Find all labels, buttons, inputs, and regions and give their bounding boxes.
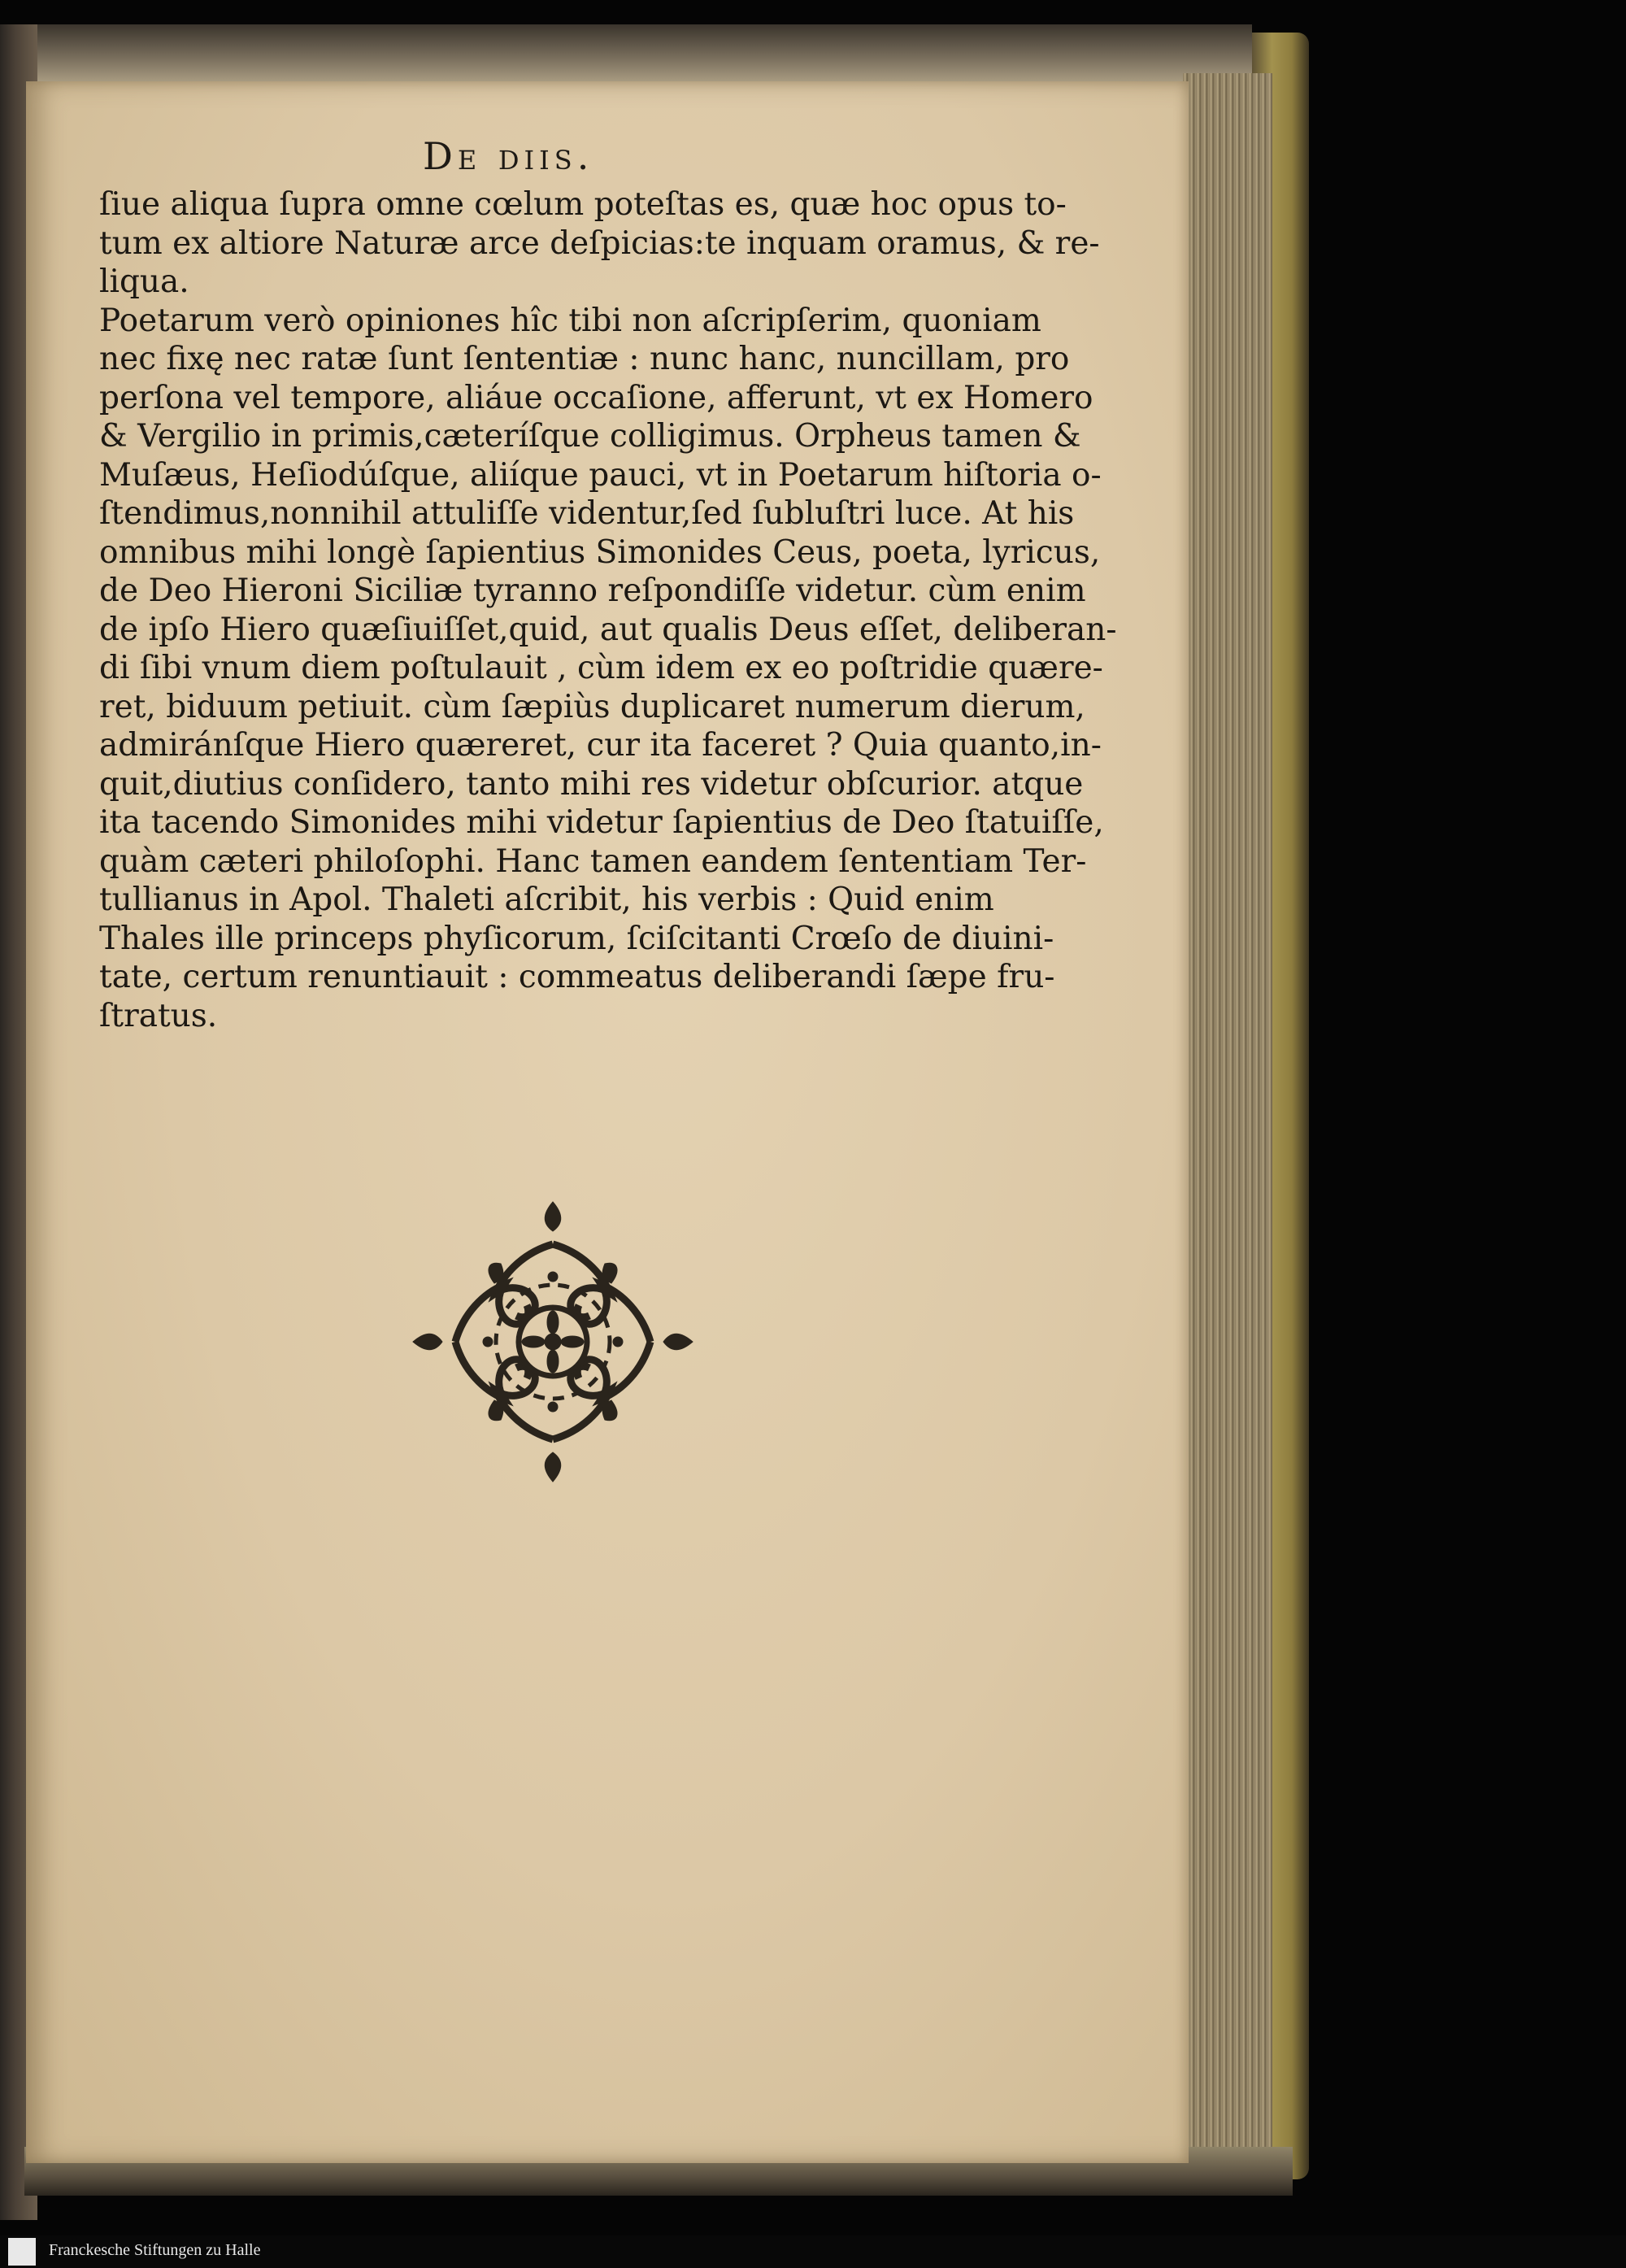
institution-logo	[8, 2238, 36, 2266]
text-line: ret, biduum petiuit. cùm ſæpiùs duplicaret numerum dierum,	[99, 688, 1085, 725]
text-line: de Deo Hieroni Siciliæ tyranno reſpondiſſe videtur. cùm enim	[99, 572, 1086, 609]
text-line: ſtratus.	[99, 997, 218, 1034]
text-line: ita tacendo Simonides mihi videtur ſapientius de Deo ſtatuiſſe,	[99, 804, 1104, 841]
text-line: de ipſo Hiero quæſiuiſſet,quid, aut qualis Deus eſſet, deliberan-	[99, 611, 1117, 648]
text-line: ſiue aliqua ſupra omne cœlum poteſtas es, quæ hoc opus to-	[99, 186, 1067, 223]
text-line: di ſibi vnum diem poſtulauit , cùm idem ex eo poſtridie quære-	[99, 650, 1103, 686]
text-line: nec fixę nec ratæ ſunt ſententiæ : nunc hanc, nuncillam, pro	[99, 341, 1070, 377]
text-line: ſtendimus,nonnihil attuliſſe videntur,ſed ſubluſtri luce. At his	[99, 495, 1075, 532]
body-text	[99, 185, 1117, 1035]
text-line: quit,diutius conſidero, tanto mihi res videtur obſcurior. atque	[99, 765, 1084, 803]
text-line: liqua.	[99, 263, 189, 300]
running-head: De diis.	[423, 134, 594, 178]
text-line: Thales ille princeps phyſicorum, ſciſcitanti Crœſo de diuini-	[99, 920, 1054, 957]
text-line: admiránſque Hiero quæreret, cur ita faceret ? Quia quanto,in-	[99, 727, 1102, 764]
text-line: tum ex altiore Naturæ arce deſpicias:te inquam oramus, & re-	[99, 224, 1100, 262]
text-line: quàm cæteri philoſophi. Hanc tamen eandem ſententiam Ter-	[99, 842, 1087, 880]
page-edges	[1183, 73, 1272, 2155]
text-line: omnibus mihi longè ſapientius Simonides Ceus, poeta, lyricus,	[99, 533, 1101, 571]
institution-name: Franckesche Stiftungen zu Halle	[49, 2241, 261, 2259]
text-line: & Vergilio in primis,cæteríſque colligimus. Orpheus tamen &	[99, 418, 1081, 455]
text-line: Muſæus, Heſiodúſque, aliíque pauci, vt in Poetarum hiſtoria o-	[99, 456, 1102, 494]
text-line: tullianus in Apol. Thaleti aſcribit, his verbis : Quid enim	[99, 882, 994, 918]
fleuron-icon	[406, 1195, 699, 1488]
text-line: tate, certum renuntiauit : commeatus deliberandi ſæpe fru-	[99, 959, 1055, 995]
text-line: Poetarum verò opiniones hîc tibi non aſcripſerim, quoniam	[99, 302, 1041, 339]
text-line: perſona vel tempore, aliáue occaſione, afferunt, vt ex Homero	[99, 379, 1093, 416]
book-cover-top	[0, 24, 1252, 81]
